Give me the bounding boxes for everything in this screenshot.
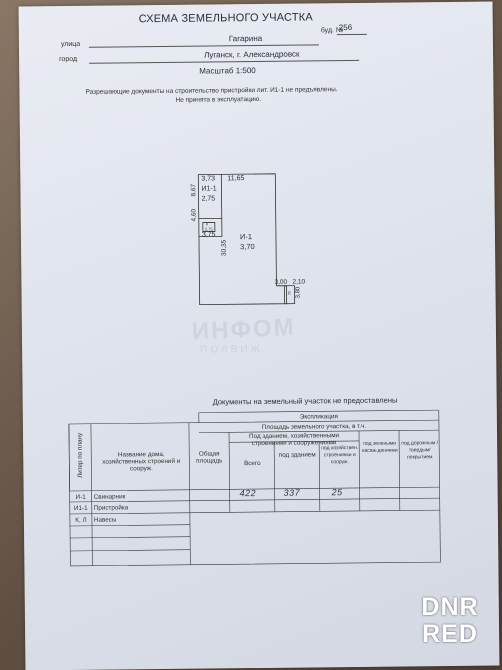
col-litera: Литер по плану [76, 432, 84, 478]
dim-k-small: 2,75 [204, 226, 213, 232]
watermark-line-1: DNR [421, 593, 479, 621]
dim-373: 3,73 [201, 175, 216, 183]
row1-aux: 25 [331, 487, 343, 498]
dim-1165: 11,65 [227, 175, 245, 183]
label-i-1: И-1 [239, 232, 253, 242]
faint-stamp-subtext: ПОЛВИЖ [200, 343, 263, 356]
dim-3002: 3,00 [274, 278, 288, 286]
dim-375: 3,75 [201, 231, 216, 239]
dim-210: 2,10 [292, 278, 306, 286]
document-title: СХЕМА ЗЕМЕЛЬНОГО УЧАСТКА [138, 11, 313, 26]
docs-note: Документы на земельный участок не предоставлены [212, 395, 398, 407]
house-label: буд. № [320, 27, 344, 35]
dim-867: 8,67 [190, 183, 198, 197]
dim-460: 4,60 [190, 208, 198, 222]
dim-370: 3,70 [240, 242, 255, 252]
scale-label: Масштаб 1:500 [199, 66, 256, 76]
dim-275: 2,75 [201, 195, 216, 203]
row3-name: Навесы [93, 516, 117, 524]
col-road: под дорожным /твердым/ покрытием [401, 440, 439, 461]
street-underline [89, 44, 319, 47]
dim-380: 3,80 [295, 286, 302, 299]
note-line-2: Не принята в эксплуатацию. [175, 95, 262, 104]
city-underline [89, 60, 359, 64]
note-line-1: Разрешающие документы на строительство пристройки лит. И1-1 не предъявлены. [85, 86, 338, 96]
dim-3035: 30,35 [220, 239, 228, 257]
area-header: Площадь земельного участка, в т.ч. [261, 422, 367, 431]
street-label: улица [60, 40, 81, 49]
col-under: Под зданием, хозяйственными строениями и сооружениями [249, 432, 340, 448]
watermark-line-2: RED [422, 620, 478, 648]
col-name: Название дома, хозяйственных строений и сооруж. [102, 450, 181, 473]
row2-name: Пристройка [93, 504, 129, 512]
city-label: город [59, 55, 78, 64]
row1-litera: И-1 [75, 493, 86, 501]
col-plant: под зелеными насаж-дениями [361, 440, 398, 454]
label-k: К [205, 221, 209, 227]
row3-litera: К, Л [75, 516, 87, 524]
watermark-logo [406, 594, 494, 652]
document-page [19, 2, 500, 670]
label-l: Л [287, 290, 291, 296]
faint-stamp-text: ИНФОМ [191, 313, 297, 346]
table-title: Экспликация [299, 413, 338, 421]
row2-litera: И1-1 [73, 504, 88, 512]
col-total: Общая площадь [196, 450, 223, 465]
city-value: Луганск, г. Александровск [204, 49, 300, 60]
row1-bld: 337 [283, 487, 301, 498]
street-value: Гагарина [228, 33, 263, 44]
label-i1-1: И1-1 [201, 185, 217, 193]
explication-table [69, 410, 441, 569]
col-under-aux: под хозяйствен. строениями и сооруж. [321, 444, 359, 466]
house-underline [337, 34, 367, 35]
col-all: Всего [244, 459, 261, 468]
col-under-bld: под зданием [278, 451, 316, 459]
row1-all: 422 [239, 488, 257, 499]
row1-name: Свинарник [93, 493, 126, 501]
house-value: 256 [338, 23, 353, 33]
